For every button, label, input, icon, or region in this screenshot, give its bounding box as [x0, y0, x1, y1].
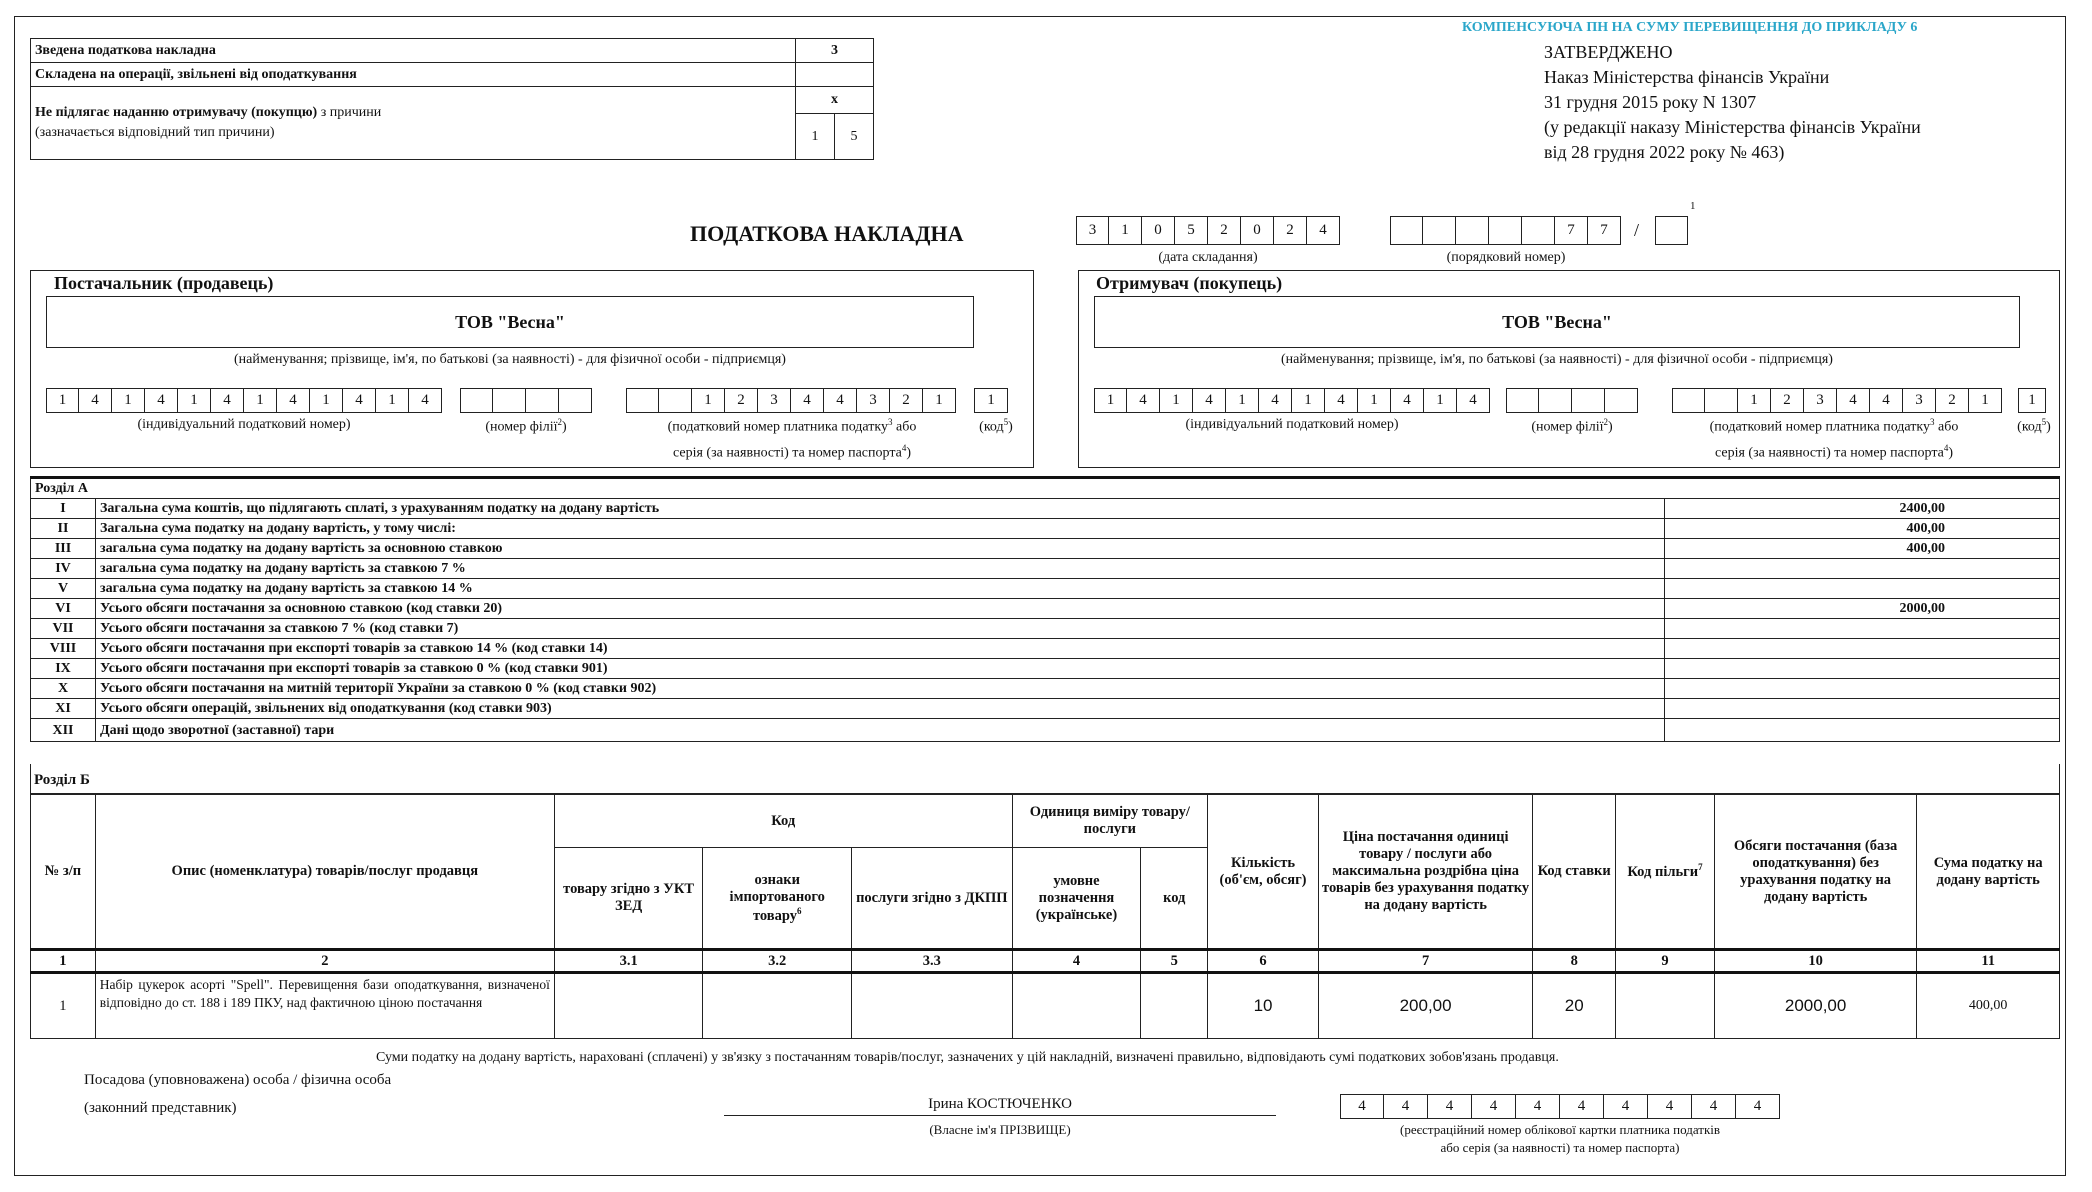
reg-cells-digit[interactable]: 4 [1428, 1094, 1472, 1119]
goods-cell-vat[interactable]: 400,00 [1917, 973, 2060, 1039]
col-header-code: Код [554, 795, 1012, 848]
seller-code-cell[interactable]: 1 [974, 388, 1008, 413]
date-cells-digit[interactable]: 0 [1241, 216, 1274, 245]
col-header-rate: Код ставки [1533, 795, 1616, 950]
section-a-row [31, 619, 2060, 639]
section-b-heading-frame [30, 764, 2060, 794]
section-a-table [30, 476, 2060, 742]
section-a-row-num: IV [31, 559, 96, 579]
section-a-row-num: IX [31, 659, 96, 679]
consolidated-value[interactable]: 3 [796, 39, 874, 63]
column-number: 3.2 [703, 950, 852, 973]
approval-line: 31 грудня 2015 року N 1307 [1544, 92, 1757, 112]
buyer-code-cell[interactable]: 1 [2018, 388, 2046, 413]
buyer-ipn-digit[interactable]: 1 [1424, 388, 1457, 413]
buyer-passport-sup: 4 [1943, 443, 1949, 453]
goods-cell-benefit[interactable] [1616, 973, 1715, 1039]
buyer-ipn-digit[interactable]: 4 [1259, 388, 1292, 413]
seller-ipn-digit[interactable]: 4 [211, 388, 244, 413]
seller-taxpayer-digit[interactable]: 1 [692, 388, 725, 413]
goods-cell-volume[interactable]: 2000,00 [1714, 973, 1917, 1039]
column-number: 5 [1141, 950, 1208, 973]
col-header-desc: Опис (номенклатура) товарів/послуг продавця [95, 795, 554, 950]
reg-cells-digit[interactable]: 4 [1736, 1094, 1780, 1119]
seller-taxpayer-digit[interactable]: 3 [758, 388, 791, 413]
seller-branch-digit[interactable] [460, 388, 493, 413]
buyer-taxpayer-digit[interactable]: 1 [1738, 388, 1771, 413]
order-cells-digit[interactable]: 7 [1555, 216, 1588, 245]
consolidated-label: Зведена податкова накладна [31, 39, 796, 63]
section-a-row-desc: Дані щодо зворотної (заставної) тари [96, 719, 1665, 742]
column-number: 10 [1714, 950, 1917, 973]
buyer-branch-digit[interactable] [1605, 388, 1638, 413]
buyer-ipn-digit[interactable]: 4 [1325, 388, 1358, 413]
section-b-table [30, 794, 2060, 1039]
buyer-branch-digit[interactable] [1506, 388, 1539, 413]
goods-cell-rate[interactable]: 20 [1533, 973, 1616, 1039]
col-header-unit: Одиниця виміру товару/послуги [1012, 795, 1208, 848]
order-cells-digit[interactable] [1522, 216, 1555, 245]
date-cells-digit[interactable]: 2 [1208, 216, 1241, 245]
section-a-row-desc: Усього обсяги постачання на митній території України за ставкою 0 % (код ставки 902) [96, 679, 1665, 699]
buyer-ipn-digit[interactable]: 1 [1292, 388, 1325, 413]
superscript-1: 1 [1690, 200, 1696, 212]
exempt-value[interactable] [796, 63, 874, 87]
column-number: 1 [31, 950, 96, 973]
buyer-taxpayer-digit[interactable]: 4 [1870, 388, 1903, 413]
registration-number-cells [1340, 1094, 1780, 1119]
column-number: 11 [1917, 950, 2060, 973]
order-cells-digit[interactable] [1489, 216, 1522, 245]
buyer-taxpayer-digit[interactable]: 2 [1936, 388, 1969, 413]
seller-ipn-digit[interactable]: 4 [277, 388, 310, 413]
section-a-row-desc: загальна сума податку на додану вартість за ставкою 7 % [96, 559, 1665, 579]
seller-taxpayer-digit[interactable]: 2 [890, 388, 923, 413]
goods-cell-ukt[interactable] [554, 973, 702, 1039]
seller-ipn-digit[interactable]: 1 [310, 388, 343, 413]
seller-taxpayer-digit[interactable]: 1 [923, 388, 956, 413]
approval-line: від 28 грудня 2022 року № 463) [1544, 142, 1785, 162]
exempt-label: Складена на операції, звільнені від оподаткування [31, 63, 796, 87]
seller-branch-caption: (номер філії [485, 419, 558, 435]
buyer-taxpayer-cells [1672, 388, 2002, 413]
section-a-row-value[interactable] [1665, 619, 2060, 639]
goods-cell-import[interactable] [703, 973, 852, 1039]
date-cells-digit[interactable]: 0 [1142, 216, 1175, 245]
buyer-branch-sup: 2 [1603, 417, 1608, 427]
seller-taxpayer-digit[interactable] [659, 388, 692, 413]
reg-cells-digit[interactable]: 4 [1516, 1094, 1560, 1119]
section-a-row [31, 499, 2060, 519]
col-header-ukt: товару згідно з УКТ ЗЕД [554, 848, 702, 950]
order-cells-digit[interactable] [1390, 216, 1423, 245]
goods-cell-qty[interactable]: 10 [1208, 973, 1319, 1039]
compensating-title: КОМПЕНСУЮЧА ПН НА СУМУ ПЕРЕВИЩЕННЯ ДО ПРИКЛАДУ 6 [1462, 20, 1918, 35]
buyer-branch-digit[interactable] [1572, 388, 1605, 413]
buyer-code-sup: 5 [2041, 417, 2047, 427]
section-a-row-value[interactable] [1665, 719, 2060, 742]
section-a-row-num: V [31, 579, 96, 599]
seller-branch-digit[interactable] [526, 388, 559, 413]
section-b-heading: Розділ Б [34, 772, 90, 788]
reason-digit-2[interactable]: 5 [835, 114, 874, 160]
reg-cells-digit[interactable]: 4 [1472, 1094, 1516, 1119]
col-header-vat: Сума податку на додану вартість [1917, 795, 2060, 950]
col-header-qty: Кількість (об'єм, обсяг) [1208, 795, 1319, 950]
section-a-row-value[interactable] [1665, 639, 2060, 659]
seller-ipn-digit[interactable]: 4 [409, 388, 442, 413]
seller-branch-sup: 2 [557, 417, 562, 427]
section-a-row-value[interactable]: 2400,00 [1665, 499, 2060, 519]
date-cells-digit[interactable]: 1 [1109, 216, 1142, 245]
section-a-row-num: XII [31, 719, 96, 742]
col-header-price: Ціна постачання одиниці товару / послуги або максимальна роздрібна ціна товарів без урахування податку на додану вартість [1318, 795, 1532, 950]
seller-ipn-digit[interactable]: 1 [244, 388, 277, 413]
goods-cell-dkpp[interactable] [852, 973, 1012, 1039]
section-a-row-desc: Усього обсяги постачання при експорті товарів за ставкою 14 % (код ставки 14) [96, 639, 1665, 659]
column-number: 7 [1318, 950, 1532, 973]
section-a-row-desc: Усього обсяги постачання за основною ставкою (код ставки 20) [96, 599, 1665, 619]
order-caption: (порядковий номер) [1446, 250, 1566, 265]
order-cells-digit[interactable]: 7 [1588, 216, 1621, 245]
seller-taxpayer-sup: 3 [888, 417, 893, 427]
not-issued-note: (зазначається відповідний тип причини) [35, 125, 275, 140]
buyer-ipn-digit[interactable]: 4 [1457, 388, 1490, 413]
seller-heading: Постачальник (продавець) [54, 273, 274, 293]
seller-taxpayer-caption: (податковий номер платника податку [667, 419, 888, 435]
buyer-ipn-digit[interactable]: 4 [1193, 388, 1226, 413]
seller-ipn-digit[interactable]: 4 [343, 388, 376, 413]
date-cells [1076, 216, 1340, 245]
buyer-ipn-digit[interactable]: 4 [1127, 388, 1160, 413]
seller-ipn-digit[interactable]: 1 [46, 388, 79, 413]
seller-taxpayer-digit[interactable]: 2 [725, 388, 758, 413]
seller-taxpayer-cells [626, 388, 956, 413]
seller-name-field[interactable]: ТОВ "Весна" [46, 296, 974, 348]
buyer-taxpayer-digit[interactable]: 3 [1903, 388, 1936, 413]
section-a-row-num: III [31, 539, 96, 559]
not-issued-label-rest: з причини [317, 105, 382, 120]
section-a-row-num: VII [31, 619, 96, 639]
seller-taxpayer-digit[interactable]: 4 [791, 388, 824, 413]
section-a-row-desc: Усього обсяги постачання при експорті товарів за ставкою 0 % (код ставки 901) [96, 659, 1665, 679]
buyer-taxpayer-sup: 3 [1930, 417, 1935, 427]
date-cells-digit[interactable]: 5 [1175, 216, 1208, 245]
seller-code-sup: 5 [1003, 417, 1009, 427]
col-header-import: ознаки імпортованого товару [729, 871, 825, 924]
buyer-branch-digit[interactable] [1539, 388, 1572, 413]
column-number: 3.3 [852, 950, 1012, 973]
section-a-row [31, 519, 2060, 539]
buyer-taxpayer-caption: (податковий номер платника податку [1709, 419, 1930, 435]
section-a-row [31, 559, 2060, 579]
reg-cells-digit[interactable]: 4 [1648, 1094, 1692, 1119]
section-a-row-value[interactable] [1665, 579, 2060, 599]
seller-branch-cells [460, 388, 592, 413]
seller-taxpayer-caption-or: або [892, 419, 917, 435]
section-a-row-value[interactable] [1665, 679, 2060, 699]
column-number: 2 [95, 950, 554, 973]
section-a-row [31, 719, 2060, 742]
section-a-row-value[interactable] [1665, 659, 2060, 679]
seller-passport-caption: серія (за наявності) та номер паспорта [672, 445, 902, 461]
order-slash: / [1634, 220, 1640, 240]
buyer-taxpayer-digit[interactable]: 3 [1804, 388, 1837, 413]
reg-cells-digit[interactable]: 4 [1604, 1094, 1648, 1119]
buyer-passport-caption: серія (за наявності) та номер паспорта [1714, 445, 1944, 461]
seller-ipn-digit[interactable]: 4 [145, 388, 178, 413]
order-cells-digit[interactable] [1423, 216, 1456, 245]
buyer-ipn-digit[interactable]: 1 [1226, 388, 1259, 413]
buyer-taxpayer-digit[interactable]: 1 [1969, 388, 2002, 413]
order-cells-digit[interactable] [1456, 216, 1489, 245]
document-title: ПОДАТКОВА НАКЛАДНА [690, 221, 964, 246]
col-header-dkpp: послуги згідно з ДКПП [852, 848, 1012, 950]
order-branch-cell[interactable] [1655, 216, 1688, 245]
reg-cells-digit[interactable]: 4 [1340, 1094, 1384, 1119]
col-header-benefit: Код пільги [1627, 863, 1699, 880]
seller-taxpayer-digit[interactable]: 3 [857, 388, 890, 413]
approval-line: Наказ Міністерства фінансів України [1544, 67, 1830, 87]
date-cells-digit[interactable]: 2 [1274, 216, 1307, 245]
col-header-volume: Обсяги постачання (база оподаткування) без урахування податку на додану вартість [1714, 795, 1917, 950]
signer-name[interactable]: Ірина КОСТЮЧЕНКО [724, 1096, 1276, 1116]
buyer-code-caption: (код [2017, 419, 2042, 435]
seller-ipn-cells [46, 388, 442, 413]
section-a-row-num: XI [31, 699, 96, 719]
seller-ipn-caption: (індивідуальний податковий номер) [137, 417, 351, 432]
buyer-name-field[interactable]: ТОВ "Весна" [1094, 296, 2020, 348]
buyer-taxpayer-caption-or: або [1934, 419, 1959, 435]
section-a-row [31, 539, 2060, 559]
section-a-row [31, 639, 2060, 659]
seller-name-caption: (найменування; прізвище, ім'я, по батькові (за наявності) - для фізичної особи - підприємця) [234, 352, 786, 367]
section-a-row-value[interactable] [1665, 559, 2060, 579]
section-a-row [31, 659, 2060, 679]
section-a-row-desc: Усього обсяги операцій, звільнених від оподаткування (код ставки 903) [96, 699, 1665, 719]
section-a-row-num: VI [31, 599, 96, 619]
reg-cells-digit[interactable]: 4 [1384, 1094, 1428, 1119]
benefit-sup: 7 [1698, 862, 1703, 873]
section-a-row-desc: загальна сума податку на додану вартість за ставкою 14 % [96, 579, 1665, 599]
not-issued-x-mark[interactable]: x [796, 87, 874, 114]
section-a-row [31, 579, 2060, 599]
order-number-cells [1390, 216, 1621, 245]
goods-cell-unit[interactable] [1012, 973, 1141, 1039]
section-a-row [31, 699, 2060, 719]
seller-code-caption: (код [979, 419, 1004, 435]
approval-line: (у редакції наказу Міністерства фінансів України [1544, 117, 1921, 137]
date-cells-digit[interactable]: 3 [1076, 216, 1109, 245]
section-a-row [31, 679, 2060, 699]
date-caption: (дата складання) [1158, 250, 1258, 265]
section-a-row-desc: Загальна сума податку на додану вартість, у тому числі: [96, 519, 1665, 539]
column-number: 6 [1208, 950, 1319, 973]
buyer-ipn-digit[interactable]: 1 [1160, 388, 1193, 413]
column-number: 8 [1533, 950, 1616, 973]
section-a-row-desc: загальна сума податку на додану вартість за основною ставкою [96, 539, 1665, 559]
approval-block [1544, 40, 1921, 165]
buyer-ipn-digit[interactable]: 1 [1358, 388, 1391, 413]
col-header-num: № з/п [31, 795, 96, 950]
goods-row [31, 973, 2060, 1039]
buyer-ipn-cells [1094, 388, 1490, 413]
buyer-taxpayer-digit[interactable]: 4 [1837, 388, 1870, 413]
buyer-taxpayer-digit[interactable] [1705, 388, 1738, 413]
seller-taxpayer-digit[interactable] [626, 388, 659, 413]
col-header-unit-name: умовне позначення (українське) [1012, 848, 1141, 950]
footer-statement: Суми податку на додану вартість, нараховані (сплачені) у зв'язку з постачанням товарів/послуг, зазначених у цій накладній, визначені правильно, відповідають сумі податкових зобов'язань продавця. [376, 1050, 1559, 1065]
buyer-taxpayer-digit[interactable] [1672, 388, 1705, 413]
seller-branch-digit[interactable] [493, 388, 526, 413]
not-issued-label: Не підлягає наданню отримувачу (покупцю) [35, 105, 318, 120]
seller-passport-sup: 4 [901, 443, 907, 453]
section-a-row-num: I [31, 499, 96, 519]
column-number: 4 [1012, 950, 1141, 973]
goods-cell-desc[interactable]: Набір цукерок асорті "Spell". Перевищення бази оподаткування, визначеної відповідно до ст. 188 і 189 ПКУ, над фактичною ціною постачання [95, 973, 554, 1039]
buyer-branch-caption: (номер філії [1531, 419, 1604, 435]
buyer-ipn-caption: (індивідуальний податковий номер) [1185, 417, 1399, 432]
seller-ipn-digit[interactable]: 1 [178, 388, 211, 413]
section-a-row-value[interactable]: 2000,00 [1665, 599, 2060, 619]
section-a-row-desc: Загальна сума коштів, що підлягають сплаті, з урахуванням податку на додану вартість [96, 499, 1665, 519]
seller-ipn-digit[interactable]: 4 [79, 388, 112, 413]
section-a-row-num: X [31, 679, 96, 699]
seller-ipn-digit[interactable]: 1 [376, 388, 409, 413]
seller-ipn-digit[interactable]: 1 [112, 388, 145, 413]
reason-digit-1[interactable]: 1 [796, 114, 835, 160]
reg-caption-2: або серія (за наявності) та номер паспорта) [1440, 1140, 1680, 1155]
goods-cell-unit-code[interactable] [1141, 973, 1208, 1039]
buyer-branch-cells [1506, 388, 1638, 413]
buyer-taxpayer-digit[interactable]: 2 [1771, 388, 1804, 413]
column-number: 3.1 [554, 950, 702, 973]
section-a-row-value[interactable]: 400,00 [1665, 519, 2060, 539]
official-label: Посадова (уповноважена) особа / фізична особа [84, 1072, 392, 1088]
official-label-2: (законний представник) [84, 1100, 237, 1116]
reg-caption-1: (реєстраційний номер облікової картки платника податків [1399, 1122, 1721, 1137]
section-a-row-num: II [31, 519, 96, 539]
invoice-type-table [30, 38, 874, 160]
goods-cell-num[interactable]: 1 [31, 973, 96, 1039]
seller-taxpayer-digit[interactable]: 4 [824, 388, 857, 413]
buyer-name-caption: (найменування; прізвище, ім'я, по батькові (за наявності) - для фізичної особи - підприємця) [1281, 352, 1833, 367]
seller-branch-digit[interactable] [559, 388, 592, 413]
section-a-row-value[interactable]: 400,00 [1665, 539, 2060, 559]
section-a-row-desc: Усього обсяги постачання за ставкою 7 % (код ставки 7) [96, 619, 1665, 639]
date-cells-digit[interactable]: 4 [1307, 216, 1340, 245]
column-number: 9 [1616, 950, 1715, 973]
buyer-ipn-digit[interactable]: 1 [1094, 388, 1127, 413]
buyer-ipn-digit[interactable]: 4 [1391, 388, 1424, 413]
import-sup: 6 [797, 905, 802, 916]
col-header-unit-code: код [1141, 848, 1208, 950]
signer-caption: (Власне ім'я ПРІЗВИЩЕ) [929, 1122, 1071, 1137]
section-a-row-value[interactable] [1665, 699, 2060, 719]
section-a-row-num: VIII [31, 639, 96, 659]
reg-cells-digit[interactable]: 4 [1692, 1094, 1736, 1119]
buyer-heading: Отримувач (покупець) [1096, 273, 1283, 293]
section-a-heading: Розділ А [31, 478, 2060, 499]
section-a-row [31, 599, 2060, 619]
goods-cell-price[interactable]: 200,00 [1318, 973, 1532, 1039]
reg-cells-digit[interactable]: 4 [1560, 1094, 1604, 1119]
approval-line: ЗАТВЕРДЖЕНО [1544, 42, 1673, 62]
